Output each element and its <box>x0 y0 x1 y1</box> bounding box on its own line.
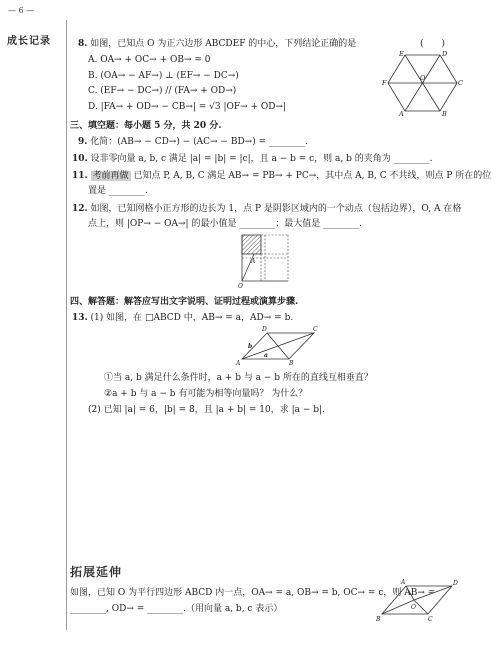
q8-answer-paren: ( ) <box>420 39 446 49</box>
hex-label-f: F <box>382 79 387 87</box>
q8-option-c: C. (EF→ − DC→) // (FA→ + OD→) <box>88 86 237 96</box>
pg-label-a: A <box>236 360 241 367</box>
q11-tag: 考前再做 <box>92 171 129 181</box>
q10-number: 10. <box>72 154 88 164</box>
q13-number: 13. <box>72 313 88 323</box>
hex-label-d: D <box>442 50 448 58</box>
pg-label-vec-a: a <box>264 352 268 359</box>
pg-label-d: D <box>262 326 267 333</box>
q9 <box>78 136 308 148</box>
q13-part1 <box>72 312 293 324</box>
pg-label-b: B <box>289 360 294 367</box>
running-title: 成长记录 <box>7 36 51 47</box>
q13-part1-text: (1) 如图，在 □ABCD 中，AB→ = a，AD→ = b. <box>90 313 294 323</box>
q11-number: 11. <box>72 171 88 181</box>
pg-label-c: C <box>313 326 318 333</box>
q12-text-line2: 点上，则 |OP→ − OA→| 的最小值是 ________；最大值是 ________. <box>88 219 363 229</box>
q9-number: 9. <box>78 137 88 147</box>
q8-stem <box>78 38 356 50</box>
q13-sub1: ①当 a, b 满足什么条件时，a + b 与 a − b 所在的直线互相垂直？ <box>104 373 373 383</box>
ext-label-d: D <box>453 580 458 587</box>
section-fill-in-title: 三、填空题：每小题 5 分，共 20 分. <box>70 121 222 131</box>
section-solution-title: 四、解答题：解答应写出文字说明、证明过程或演算步骤. <box>70 297 299 307</box>
extension-figure <box>374 578 460 624</box>
hex-label-a: A <box>399 110 404 118</box>
q12-text: 如图，已知网格小正方形的边长为 1，点 P 是阴影区域内的一个动点（包括边界），O, A 在格 <box>90 204 462 214</box>
q11-text: 已知点 P, A, B, C 满足 AB→ = PB→ + PC→，其中点 A, B, C 不共线，则点 P 所在的位 <box>133 171 491 181</box>
q12 <box>72 203 461 215</box>
page-number: — 6 — <box>8 6 35 15</box>
q8-option-a: A. OA→ + OC→ + OB→ = 0 <box>88 55 211 65</box>
hex-label-e: E <box>399 50 404 58</box>
extension-text: 如图，已知 O 为平行四边形 ABCD 内一点，OA→ = a, OB→ = b, OC→ = c，则 AB→ = <box>70 588 436 598</box>
ext-label-c: C <box>428 616 433 623</box>
q11 <box>72 170 491 182</box>
hex-label-b: B <box>442 110 447 118</box>
q8-option-b: B. (OA→ − AF→) ⊥ (EF→ − DC→) <box>88 70 239 81</box>
q8-options <box>88 53 286 115</box>
q10 <box>72 153 432 165</box>
ext-label-b: B <box>376 616 381 623</box>
q8-option-d: D. |FA→ + OD→ − CB→| = √3 |OF→ + OD→| <box>88 101 287 112</box>
margin-rule <box>66 20 67 630</box>
extension-banner: 拓展延伸 <box>70 565 123 579</box>
q11-text-line2: 置是 ________. <box>88 186 148 196</box>
q12-number: 12. <box>72 204 88 214</box>
q9-text: 化简：(AB→ − CD→) − (AC→ − BD→) = ________. <box>90 137 308 147</box>
q8-number: 8. <box>78 39 88 49</box>
extension-text-line2: ________, OD→ = ________.（用向量 a, b, c 表示） <box>70 604 283 614</box>
q13-part2: (2) 已知 |a| = 6，|b| = 8，且 |a + b| = 10，求 |a − b|. <box>88 405 325 415</box>
pg-label-vec-b: b <box>248 343 253 350</box>
q8-text: 如图，已知点 O 为正六边形 ABCDEF 的中心，下列结论正确的是 <box>90 39 357 49</box>
q10-text: 设非零向量 a, b, c 满足 |a| = |b| = |c|，且 a − b = c，则 a, b 的夹角为 ________. <box>90 154 433 164</box>
parallelogram-figure <box>234 326 322 366</box>
hex-label-o: O <box>420 74 426 82</box>
grid-figure <box>238 233 294 289</box>
hex-label-c: C <box>458 79 463 87</box>
ext-label-a: A <box>401 579 406 586</box>
grid-label-o: O <box>238 283 243 290</box>
grid-label-a: A <box>251 258 256 265</box>
q13-sub2: ②a + b 与 a − b 有可能为相等向量吗？ 为什么？ <box>104 389 308 399</box>
hexagon-figure <box>382 50 463 118</box>
ext-label-o: O <box>411 604 416 611</box>
